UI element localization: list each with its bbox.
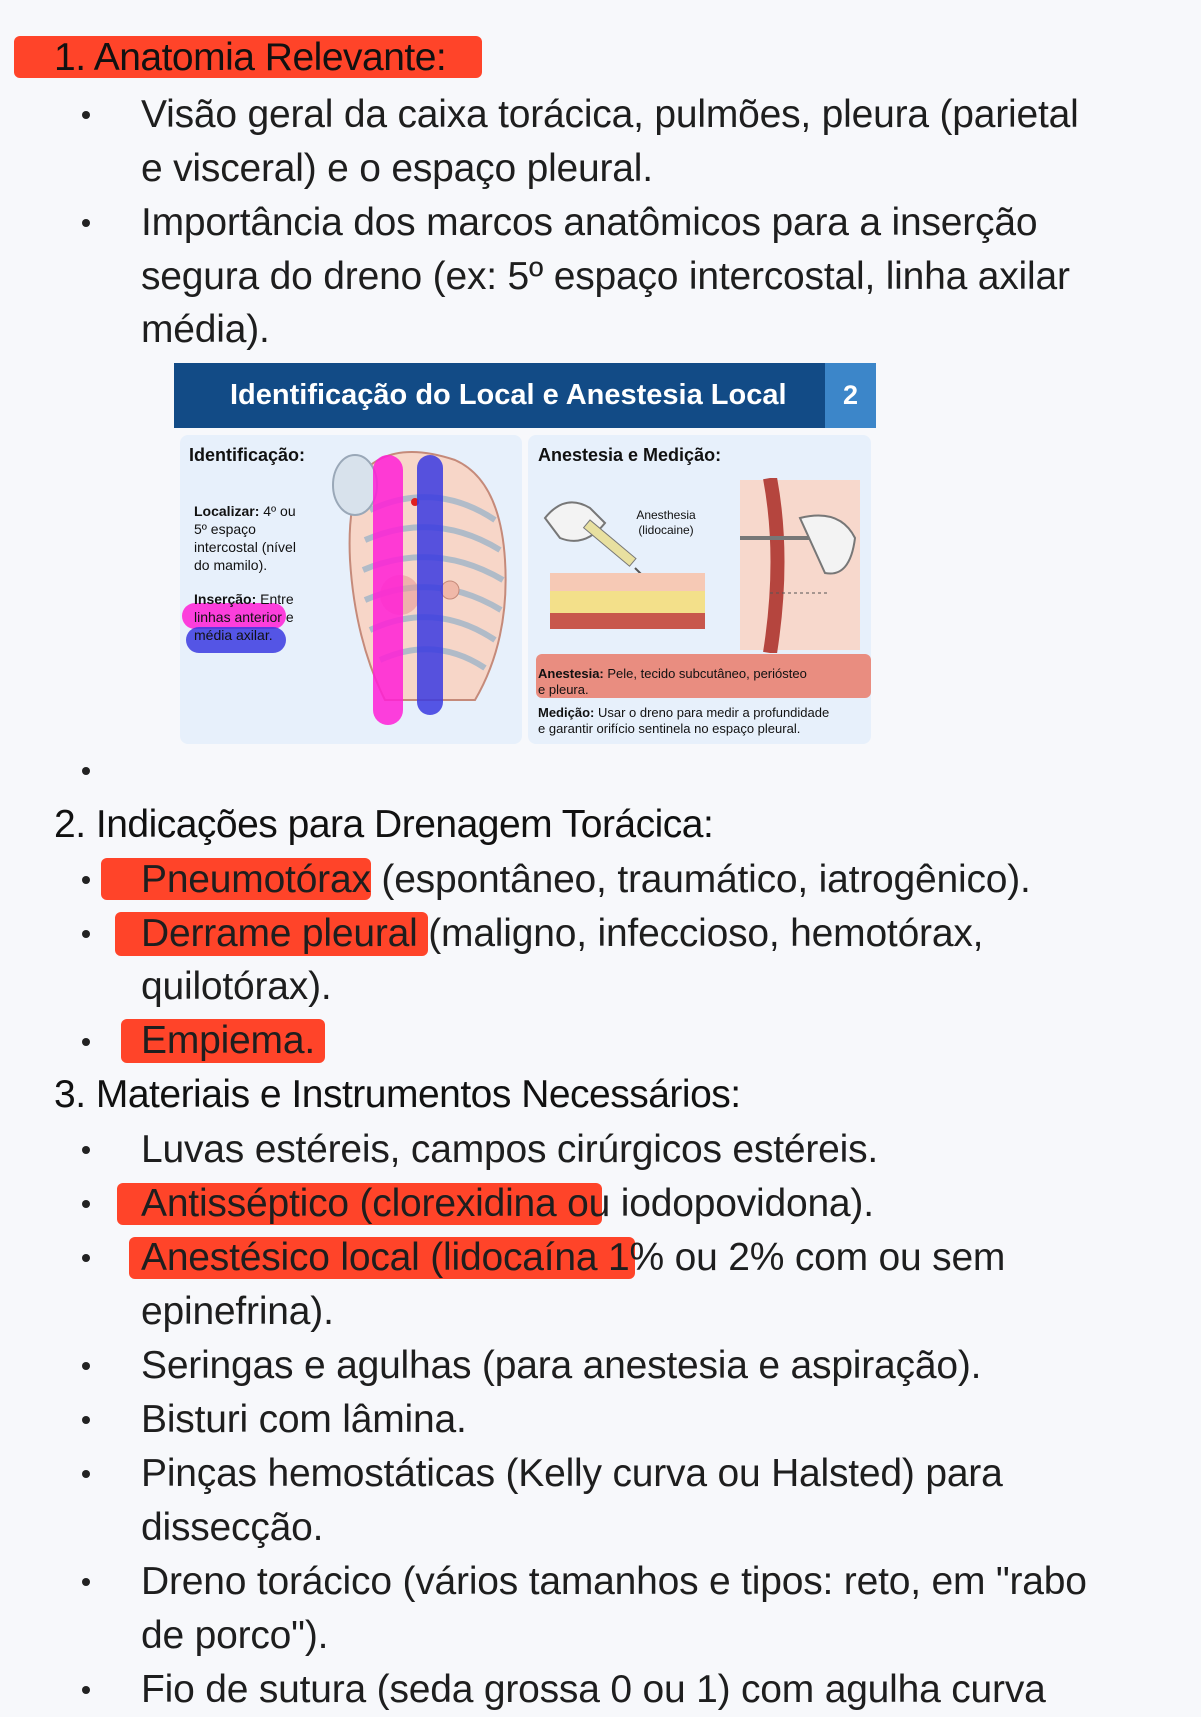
list-item-line: dissecção. xyxy=(141,1506,324,1549)
list-item-line: Pneumotórax (espontâneo, traumático, iatrogênico). xyxy=(141,858,1031,901)
figure-title-bar xyxy=(174,363,876,428)
bullet xyxy=(82,1254,90,1262)
bullet xyxy=(82,1686,90,1694)
bullet xyxy=(82,767,90,775)
bullet xyxy=(82,1578,90,1586)
list-item-line: Seringas e agulhas (para anestesia e aspiração). xyxy=(141,1344,982,1387)
medicao-note: Medição: Usar o dreno para medir a profundidade e garantir orifício sentinela no espaço pleural. xyxy=(538,705,830,736)
section-2-heading: 2. Indicações para Drenagem Torácica: xyxy=(54,803,714,846)
bullet xyxy=(82,111,90,119)
list-item-line: Empiema. xyxy=(141,1019,315,1062)
anesthesia-note: Anestesia: Pele, tecido subcutâneo, periósteo e pleura. xyxy=(538,666,807,697)
insercao-text: Inserção: Entre linhas anterior e média axilar. xyxy=(194,591,294,643)
list-item-line: de porco"). xyxy=(141,1614,329,1657)
list-item-line: quilotórax). xyxy=(141,965,332,1008)
anesthesia-title: Anestesia e Medição: xyxy=(538,445,722,465)
list-item-line: Antisséptico (clorexidina ou iodopovidona). xyxy=(141,1182,874,1225)
drain-measure-illustration xyxy=(730,478,865,653)
section-3-heading: 3. Materiais e Instrumentos Necessários: xyxy=(54,1073,741,1116)
bullet xyxy=(82,219,90,227)
figure-title: Identificação do Local e Anestesia Local xyxy=(230,379,787,411)
list-item-line: Derrame pleural (maligno, infeccioso, hemotórax, xyxy=(141,912,984,955)
bullet xyxy=(82,1416,90,1424)
list-item-line: média). xyxy=(141,308,270,351)
bullet xyxy=(82,1200,90,1208)
localizar-text: Localizar: 4º ou 5º espaço intercostal (nível do mamilo). xyxy=(194,503,296,573)
bullet xyxy=(82,876,90,884)
bullet xyxy=(82,1038,90,1046)
identification-title: Identificação: xyxy=(189,445,306,465)
list-item-line: Fio de sutura (seda grossa 0 ou 1) com agulha curva xyxy=(141,1668,1046,1711)
section-1-heading: 1. Anatomia Relevante: xyxy=(54,36,447,79)
list-item-line: e visceral) e o espaço pleural. xyxy=(141,147,653,190)
bullet xyxy=(82,1470,90,1478)
list-item-line: Bisturi com lâmina. xyxy=(141,1398,467,1441)
list-item-line: Dreno torácico (vários tamanhos e tipos: reto, em "rabo xyxy=(141,1560,1087,1603)
list-item-line: segura do dreno (ex: 5º espaço intercostal, linha axilar xyxy=(141,255,1070,298)
list-item-line: Visão geral da caixa torácica, pulmões, pleura (parietal xyxy=(141,93,1079,136)
figure-number: 2 xyxy=(825,363,876,428)
ribcage-illustration xyxy=(325,440,522,730)
list-item-line: epinefrina). xyxy=(141,1290,334,1333)
bullet xyxy=(82,1146,90,1154)
syringe-illustration xyxy=(535,478,715,633)
bullet xyxy=(82,1362,90,1370)
list-item-line: Importância dos marcos anatômicos para a inserção xyxy=(141,201,1038,244)
syringe-label: Anesthesia (lidocaine) xyxy=(636,508,696,537)
list-item-line: Luvas estéreis, campos cirúrgicos estéreis. xyxy=(141,1128,879,1171)
list-item-line: Anestésico local (lidocaína 1% ou 2% com ou sem xyxy=(141,1236,1006,1279)
bullet xyxy=(82,930,90,938)
list-item-line: Pinças hemostáticas (Kelly curva ou Halsted) para xyxy=(141,1452,1003,1495)
